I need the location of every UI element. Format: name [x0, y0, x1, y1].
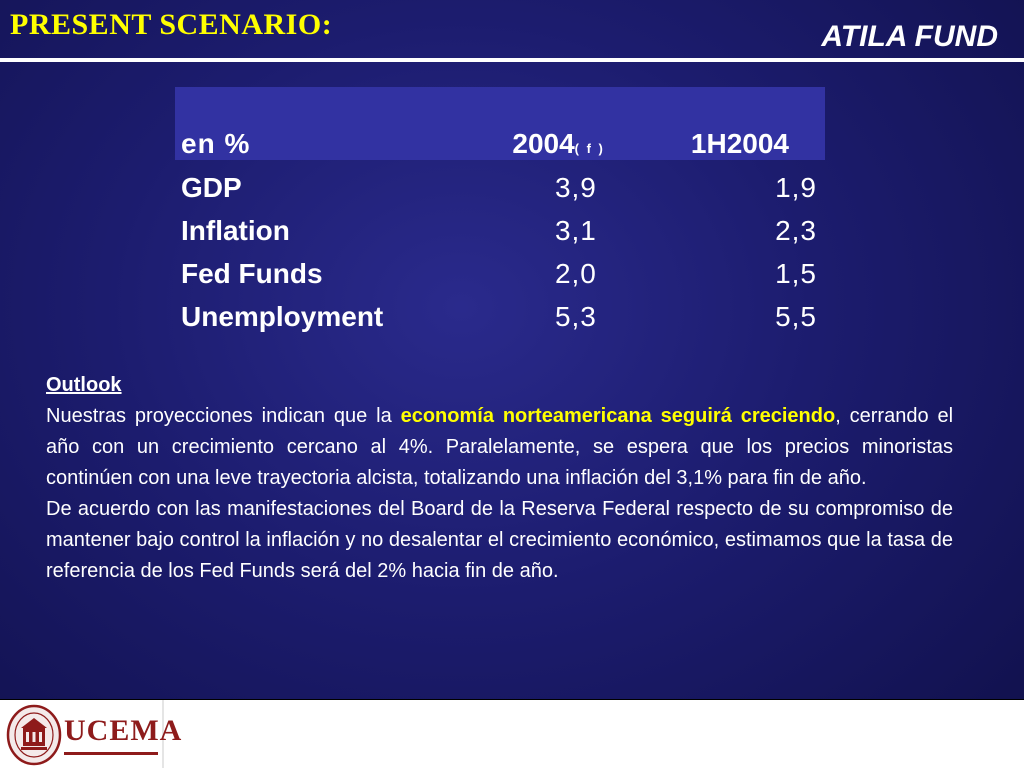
header-1h2004: 1H2004 [690, 128, 789, 159]
outlook-p1-end: , cerrando el año con un crecimiento cercano al 4%. Paralelamente, se espera que los precios minoristas continúen con una leve trayectoria alcista, totalizando una inflación del 3,1% para fin de año. [46, 405, 954, 489]
cell-fed-funds-1h2004: 1,5 [775, 257, 817, 289]
ucema-logo [0, 700, 183, 768]
cell-fed-funds-2004: 2,0 [554, 257, 597, 289]
row-label-inflation: Inflation [181, 214, 290, 246]
logo-underline [64, 752, 158, 755]
slide-title: PRESENT SCENARIO: [10, 8, 333, 41]
outlook-p1-start: Nuestras proyecciones indican que la [46, 405, 401, 427]
outlook-paragraph-2: De acuerdo con las manifestaciones del Board de la Reserva Federal respecto de su compromiso de mantener bajo control la inflación y no desalentar el crecimiento económico, estimamos que la tasa de referencia de los Fed Funds será del 2% hacia fin de año. [46, 498, 953, 582]
cell-inflation-2004: 3,1 [554, 214, 597, 246]
table-header-row [175, 87, 825, 166]
table-row [175, 252, 825, 295]
indicators-table [175, 87, 825, 338]
header-2004 [464, 87, 605, 166]
cell-inflation-1h2004: 2,3 [775, 214, 817, 246]
table-row [175, 295, 825, 338]
table-row [175, 166, 825, 209]
cell-unemployment-2004: 5,3 [554, 300, 597, 332]
fund-name: ATILA FUND [821, 20, 998, 53]
row-label-unemployment: Unemployment [181, 300, 384, 332]
header-forecast-mark: ( f ) [574, 141, 605, 156]
footer-bar [0, 699, 1024, 769]
cell-gdp-1h2004: 1,9 [775, 171, 817, 203]
outlook-section [46, 370, 953, 587]
outlook-heading: Outlook [46, 374, 122, 396]
outlook-highlight: economía norteamericana seguirá creciendo [400, 405, 836, 427]
cell-unemployment-1h2004: 5,5 [775, 300, 817, 332]
row-label-fed-funds: Fed Funds [181, 257, 323, 289]
table-row [175, 209, 825, 252]
outlook-paragraph-1 [46, 401, 953, 494]
header-unit: en % [181, 128, 251, 159]
row-label-gdp: GDP [181, 171, 242, 203]
university-seal-icon [6, 704, 62, 766]
header-2004-label: 2004 [512, 128, 575, 159]
cell-gdp-2004: 3,9 [554, 171, 597, 203]
title-divider [0, 58, 1024, 62]
ucema-logo-text: UCEMA [64, 714, 183, 747]
